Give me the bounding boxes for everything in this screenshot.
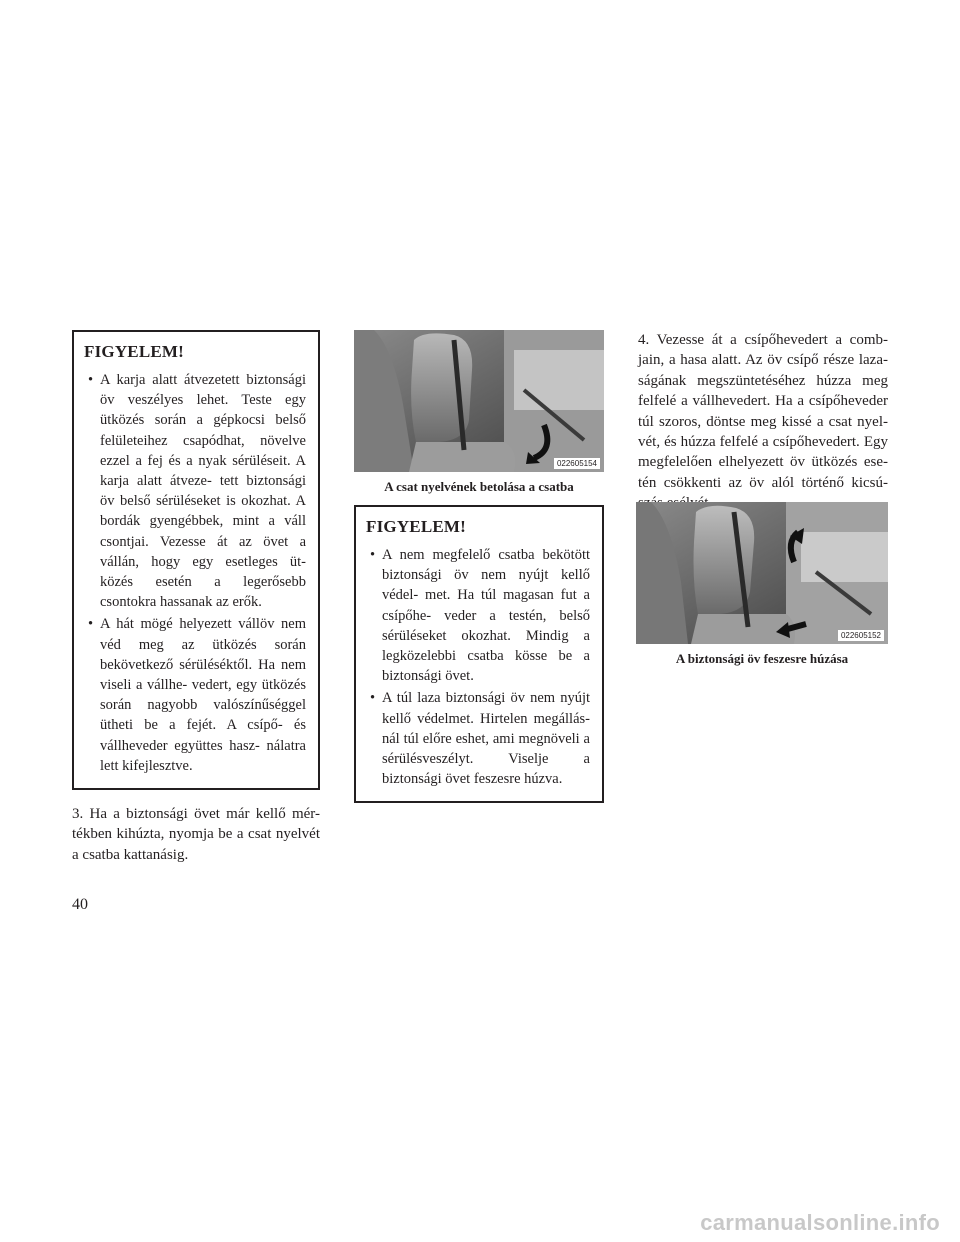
warning-list [366, 545, 590, 789]
page-number: 40 [72, 896, 88, 913]
seat-belt-photo [354, 330, 604, 472]
watermark: carmanualsonline.info [700, 1210, 940, 1235]
right-column [638, 330, 888, 514]
warning-bullet: • A túl laza biztonsági öv nem nyújt kellő védelmet. Hirtelen megállás- nál túl előre eshet, ami megnöveli a sérülésveszélyt. Viselje a biztonsági övet feszesre húzva. [370, 690, 590, 788]
warning-bullet: • A karja alatt átvezetett biztonsági öv veszélyes lehet. Teste egy ütközés során a gépkocsi belső felületeihez csapódhat, növelve ezzel a fej és a nyak sérüléseit. A karja alatt átveze- tett biztonsági öv belső sérüléseket is okozhat. A bordák gyengébbek, mint a váll csontjai. Vezesse át az övet a vállán, hogy egy esetleges üt- közés esetén a legerősebb csontokra hassanak az erők. [88, 372, 306, 611]
middle-column-warning [354, 505, 604, 803]
warning-title: FIGYELEM! [84, 342, 185, 361]
bullet-mark: • [370, 547, 376, 563]
figure-caption: A biztonsági öv feszesre húzása [675, 651, 849, 666]
figure-buckle-insert [354, 330, 604, 495]
car-seat-illustration [636, 502, 888, 644]
warning-box-2 [354, 505, 604, 803]
image-code: 022605154 [554, 458, 600, 469]
warning-box-1 [72, 330, 320, 790]
warning-bullet: • A hát mögé helyezett vállöv nem véd meg az ütközés során bekövetkező sérüléséktől. Ha nem viseli a vállhe- vedert, egy ütközés során nagyobb valószínűséggel ütheti be a fejét. A csípő- és vállheveder együttes hasz- nálatra lett kifejlesztve. [88, 616, 306, 774]
bullet-mark: • [88, 372, 94, 388]
warning-bullet: • A nem megfelelő csatba bekötött biztonsági öv nem nyújt kellő védel- met. Ha túl magasan fut a csípőhe- veder a testén, belső sérüléseket okozhat. Mindig a legközelebbi csatba kösse be a biztonsági övet. [370, 547, 590, 685]
image-code: 022605152 [838, 630, 884, 641]
bullet-mark: • [370, 690, 376, 707]
step-3-text: 3. Ha a biztonsági övet már kellő mér- tékben kihúzta, nyomja be a csat nyelvét a csatba kattanásig. [72, 806, 320, 863]
step-4-text: 4. Vezesse át a csípőhevedert a comb- jain, a hasa alatt. Az öv csípő része laza- ságának megszüntetéséhez húzza meg felfelé a vállhevedert. Ha a csípőheveder túl szoros, döntse meg kissé a csat nyel- vét, és húzza felfelé a csípőhevedert. Egy megfelelően elhelyezett öv ütközés ese- tén csökkenti az öv alól történő kicsú- [638, 332, 888, 491]
figure-belt-tighten [636, 502, 888, 667]
figure-caption: A csat nyelvének betolása a csatba [384, 479, 574, 494]
warning-list [84, 370, 306, 776]
bullet-mark: • [88, 616, 94, 633]
left-column [72, 330, 320, 865]
warning-title: FIGYELEM! [366, 517, 467, 536]
car-seat-illustration [354, 330, 604, 472]
seat-belt-photo [636, 502, 888, 644]
